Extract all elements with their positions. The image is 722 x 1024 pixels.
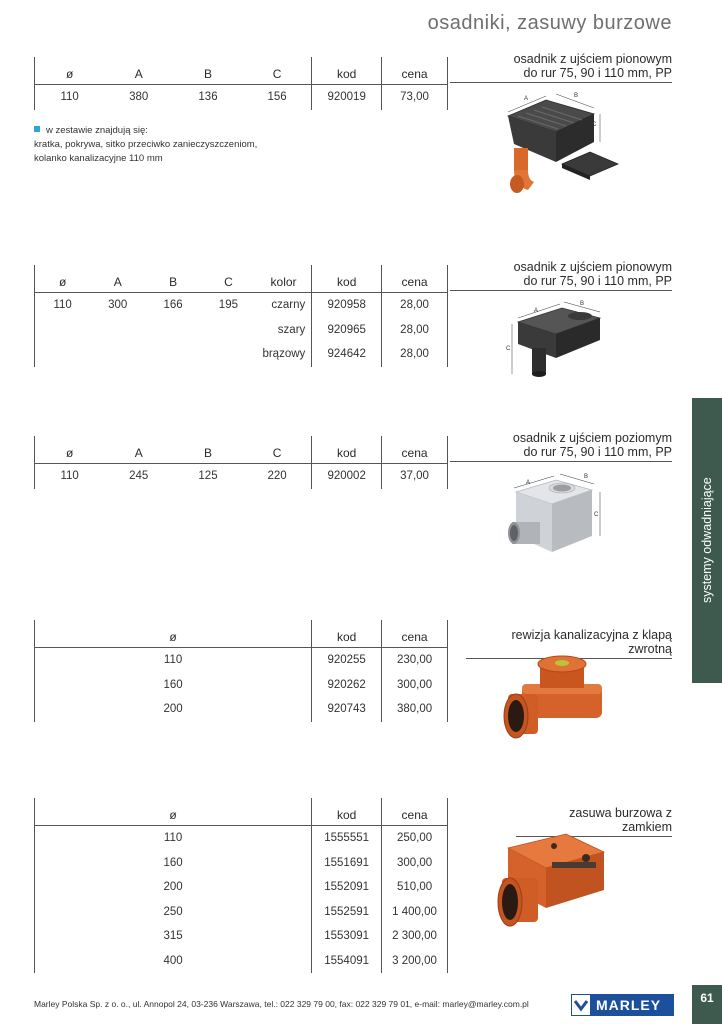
table-row <box>35 851 448 876</box>
dim-label-a: A <box>534 308 539 314</box>
dim-label-b: B <box>584 474 589 480</box>
header-kod: kod <box>312 436 382 464</box>
table-row <box>35 318 448 343</box>
cell-b <box>145 318 201 343</box>
cell-diameter: 160 <box>35 673 312 698</box>
product-3-table <box>34 436 448 489</box>
product-2-image <box>500 296 612 382</box>
marley-logo-icon <box>571 994 591 1016</box>
header-diameter: ø <box>35 57 105 85</box>
product-5-image <box>494 828 612 932</box>
cell-diameter: 315 <box>35 924 312 949</box>
cell-kolor: czarny <box>256 293 312 318</box>
header-cena: cena <box>382 620 448 648</box>
cell-kod: 1551691 <box>312 851 382 876</box>
table-header-row <box>35 798 448 826</box>
cell-kod: 920262 <box>312 673 382 698</box>
header-a: A <box>90 265 145 293</box>
header-a: A <box>104 57 173 85</box>
header-kod: kod <box>312 265 382 293</box>
product-4-table <box>34 620 448 722</box>
cell-kod: 1555551 <box>312 826 382 851</box>
dim-label-b: B <box>580 301 585 307</box>
cell-diameter: 200 <box>35 697 312 722</box>
table-row <box>35 648 448 673</box>
header-diameter: ø <box>35 436 105 464</box>
cell-c: 220 <box>243 464 312 489</box>
cell-cena: 300,00 <box>382 673 448 698</box>
product-1-table <box>34 57 448 110</box>
cell-kod: 920958 <box>312 293 382 318</box>
header-b: B <box>173 436 243 464</box>
product-2-title: osadnik z ujściem pionowym do rur 75, 90 i 110 mm, PP <box>450 260 672 291</box>
table-row <box>35 826 448 851</box>
set-contents-note: w zestawie znajdują się: kratka, pokrywa, sitko przeciwko zanieczyszczeniom, kolanko kanalizacyjne 110 mm <box>34 125 258 164</box>
cell-b: 166 <box>163 299 183 312</box>
cell-c: 156 <box>243 85 312 110</box>
cell-diameter: 400 <box>35 949 312 974</box>
header-cena: cena <box>382 436 448 464</box>
product-3-image <box>500 470 610 564</box>
header-c: C <box>201 265 256 293</box>
table-row <box>35 949 448 974</box>
footer-address: Marley Polska Sp. z o. o., ul. Annopol 24, 03-236 Warszawa, tel.: 022 329 79 00, fax: 022 329 79 01, e-mail: marley@marley.com.pl <box>34 999 529 1009</box>
header-c: C <box>243 57 312 85</box>
table-header-row <box>35 620 448 648</box>
cell-kolor: brązowy <box>256 342 312 367</box>
table-row <box>35 464 448 489</box>
dim-label-a: A <box>524 96 529 102</box>
dim-label-c: C <box>506 346 511 352</box>
dim-label-c: C <box>594 512 599 518</box>
product-5-title: zasuwa burzowa z zamkiem <box>516 806 672 837</box>
cell-kod: 924642 <box>312 342 382 367</box>
cell-b: 125 <box>198 470 218 483</box>
header-diameter: ø <box>35 265 91 293</box>
header-kolor: kolor <box>256 265 312 293</box>
cell-cena: 1 400,00 <box>382 900 448 925</box>
cell-kod: 920965 <box>312 318 382 343</box>
header-kod: kod <box>312 57 382 85</box>
cell-cena: 28,00 <box>382 293 448 318</box>
bullet-icon <box>34 126 40 132</box>
dim-label-a: A <box>526 480 531 486</box>
table-header-row <box>35 57 448 85</box>
table-row <box>35 293 448 318</box>
page-number: 61 <box>692 985 722 1024</box>
dim-label-c: C <box>592 122 597 128</box>
header-kod: kod <box>312 620 382 648</box>
cell-b: 136 <box>198 91 218 104</box>
table-row <box>35 900 448 925</box>
cell-diameter: 110 <box>35 293 91 318</box>
cell-diameter: 110 <box>35 85 105 110</box>
cell-kod: 920255 <box>312 648 382 673</box>
cell-diameter: 160 <box>35 851 312 876</box>
table-header-row <box>35 265 448 293</box>
cell-kod: 1553091 <box>312 924 382 949</box>
cell-kolor: szary <box>256 318 312 343</box>
cell-kod: 1554091 <box>312 949 382 974</box>
product-2-table <box>34 265 448 367</box>
cell-a: 300 <box>108 299 128 312</box>
table-row <box>35 924 448 949</box>
header-b: B <box>145 265 201 293</box>
header-cena: cena <box>382 798 448 826</box>
header-diameter: ø <box>35 620 312 648</box>
product-5-table <box>34 798 448 973</box>
cell-a: 245 <box>129 470 149 483</box>
table-row <box>35 697 448 722</box>
product-1-image <box>494 86 624 196</box>
marley-logo-text: MARLEY <box>596 997 662 1013</box>
table-row <box>35 342 448 367</box>
cell-c <box>201 318 256 343</box>
product-3-title: osadnik z ujściem poziomym do rur 75, 90 i 110 mm, PP <box>450 431 672 462</box>
cell-diameter: 110 <box>35 648 312 673</box>
cell-a: 380 <box>129 91 149 104</box>
cell-kod: 920743 <box>312 697 382 722</box>
cell-a <box>90 318 145 343</box>
cell-cena: 510,00 <box>382 875 448 900</box>
product-4-title: rewizja kanalizacyjna z klapą zwrotną <box>466 628 672 659</box>
cell-cena: 73,00 <box>382 85 448 110</box>
header-b: B <box>173 57 243 85</box>
product-4-image <box>500 650 610 746</box>
header-cena: cena <box>382 265 448 293</box>
cell-b <box>145 342 201 367</box>
header-kod: kod <box>312 798 382 826</box>
header-c: C <box>243 436 312 464</box>
cell-kod: 920019 <box>312 85 382 110</box>
cell-cena: 380,00 <box>382 697 448 722</box>
cell-kod: 1552091 <box>312 875 382 900</box>
cell-diameter: 250 <box>35 900 312 925</box>
cell-cena: 28,00 <box>382 318 448 343</box>
header-cena: cena <box>382 57 448 85</box>
cell-c: 195 <box>218 299 238 312</box>
table-header-row <box>35 436 448 464</box>
table-row <box>35 85 448 110</box>
cell-a <box>90 342 145 367</box>
cell-diameter: 200 <box>35 875 312 900</box>
dim-label-b: B <box>574 93 579 99</box>
cell-kod: 1552591 <box>312 900 382 925</box>
cell-diameter <box>35 318 91 343</box>
table-row <box>35 673 448 698</box>
marley-logo <box>571 994 674 1016</box>
cell-c <box>201 342 256 367</box>
cell-cena: 250,00 <box>382 826 448 851</box>
product-1-title: osadnik z ujściem pionowym do rur 75, 90 i 110 mm, PP <box>450 52 672 83</box>
cell-cena: 37,00 <box>382 464 448 489</box>
cell-cena: 28,00 <box>382 342 448 367</box>
cell-diameter: 110 <box>35 826 312 851</box>
page-title: osadniki, zasuwy burzowe <box>427 12 672 34</box>
cell-diameter <box>35 342 91 367</box>
header-diameter: ø <box>35 798 312 826</box>
cell-cena: 2 300,00 <box>382 924 448 949</box>
table-row <box>35 875 448 900</box>
cell-kod: 920002 <box>312 464 382 489</box>
side-tab-label: systemy odwadniające <box>700 477 714 604</box>
cell-cena: 230,00 <box>382 648 448 673</box>
cell-cena: 3 200,00 <box>382 949 448 974</box>
cell-diameter: 110 <box>35 464 105 489</box>
cell-cena: 300,00 <box>382 851 448 876</box>
header-a: A <box>104 436 173 464</box>
